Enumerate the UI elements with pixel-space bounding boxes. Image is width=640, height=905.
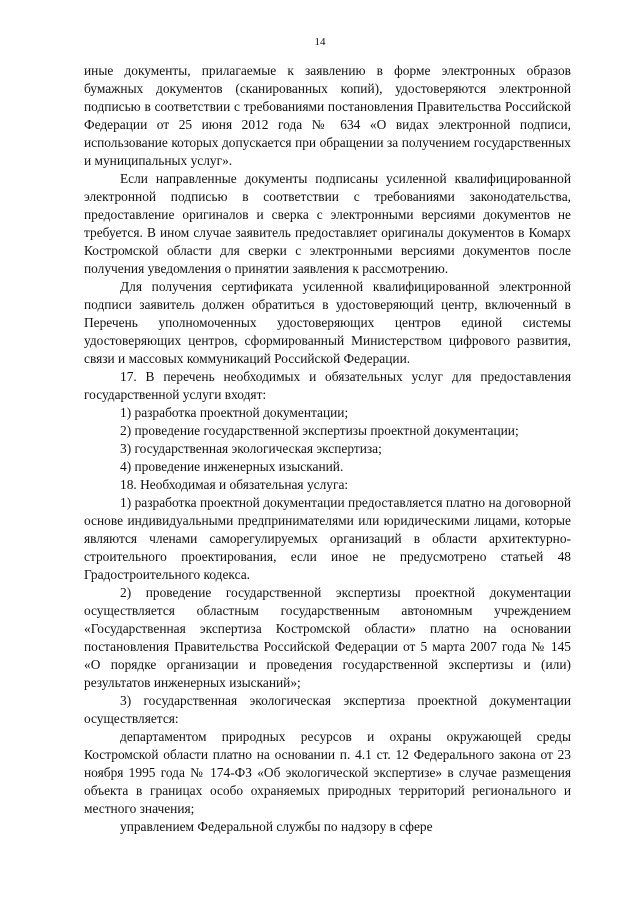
paragraph-17-heading: 17. В перечень необходимых и обязательных услуг для предоставления государственной услуги входят: bbox=[84, 369, 571, 402]
paragraph-electronic-documents: иные документы, прилагаемые к заявлению в форме электронных образов бумажных документов (сканированных копий), удостоверяются электронной подписью в соответствии с требованиями постановления Правительства Российской Федерации от 25 июня 2012 года № 634 «О видах электронной подписи, использование которых допускается при обращении за получением государственных и муниципальных услуг». bbox=[84, 63, 571, 168]
list-item-17-1: 1) разработка проектной документации; bbox=[120, 405, 349, 420]
list-item-17-2: 2) проведение государственной экспертизы проектной документации; bbox=[120, 423, 519, 438]
list-item-17-3: 3) государственная экологическая экспертиза; bbox=[120, 441, 382, 456]
paragraph-federal-service: управлением Федеральной службы по надзору в сфере bbox=[120, 819, 433, 834]
paragraph-qualified-signature: Если направленные документы подписаны усиленной квалифицированной электронной подписью в соответствии с требованиями законодательства, предоставление оригиналов и сверка с электронными версиями документов не требуется. В ином случае заявитель предоставляет оригиналы документов в Комарх Костромской области для сверки с электронными версиями документов после получения уведомления о принятии заявления к рассмотрению. bbox=[84, 171, 571, 276]
paragraph-certificate: Для получения сертификата усиленной квалифицированной электронной подписи заявитель должен обратиться в удостоверяющий центр, включенный в Перечень уполномоченных удостоверяющих центров единой системы удостоверяющих центров, сформированный Министерством цифрового развития, связи и массовых коммуникаций Российской Федерации. bbox=[84, 279, 571, 366]
list-item-17-4: 4) проведение инженерных изысканий. bbox=[120, 459, 344, 474]
document-body bbox=[84, 62, 571, 836]
page-number: 14 bbox=[314, 36, 326, 48]
paragraph-department: департаментом природных ресурсов и охраны окружающей среды Костромской области платно на основании п. 4.1 ст. 12 Федерального закона от 23 ноября 1995 года № 174-ФЗ «Об экологической экспертизе» в случае размещения объекта в границах особо охраняемых природных территорий регионального и местного значения; bbox=[84, 729, 571, 816]
list-item-18-1: 1) разработка проектной документации предоставляется платно на договорной основе индивидуальными предпринимателями или юридическими лицами, которые являются членами саморегулируемых организаций в области архитектурно-строительного проектирования, если иное не предусмотрено статьей 48 Градостроительного кодекса. bbox=[84, 495, 571, 582]
list-item-18-3: 3) государственная экологическая экспертиза проектной документации осуществляется: bbox=[84, 693, 571, 726]
paragraph-18-heading: 18. Необходимая и обязательная услуга: bbox=[120, 477, 349, 492]
list-item-18-2: 2) проведение государственной экспертизы проектной документации осуществляется областным государственным автономным учреждением «Государственная экспертиза Костромской области» платно на основании постановления Правительства Российской Федерации от 5 марта 2007 года № 145 «О порядке организации и проведения государственной экспертизы и (или) результатов инженерных изысканий»; bbox=[84, 585, 571, 690]
